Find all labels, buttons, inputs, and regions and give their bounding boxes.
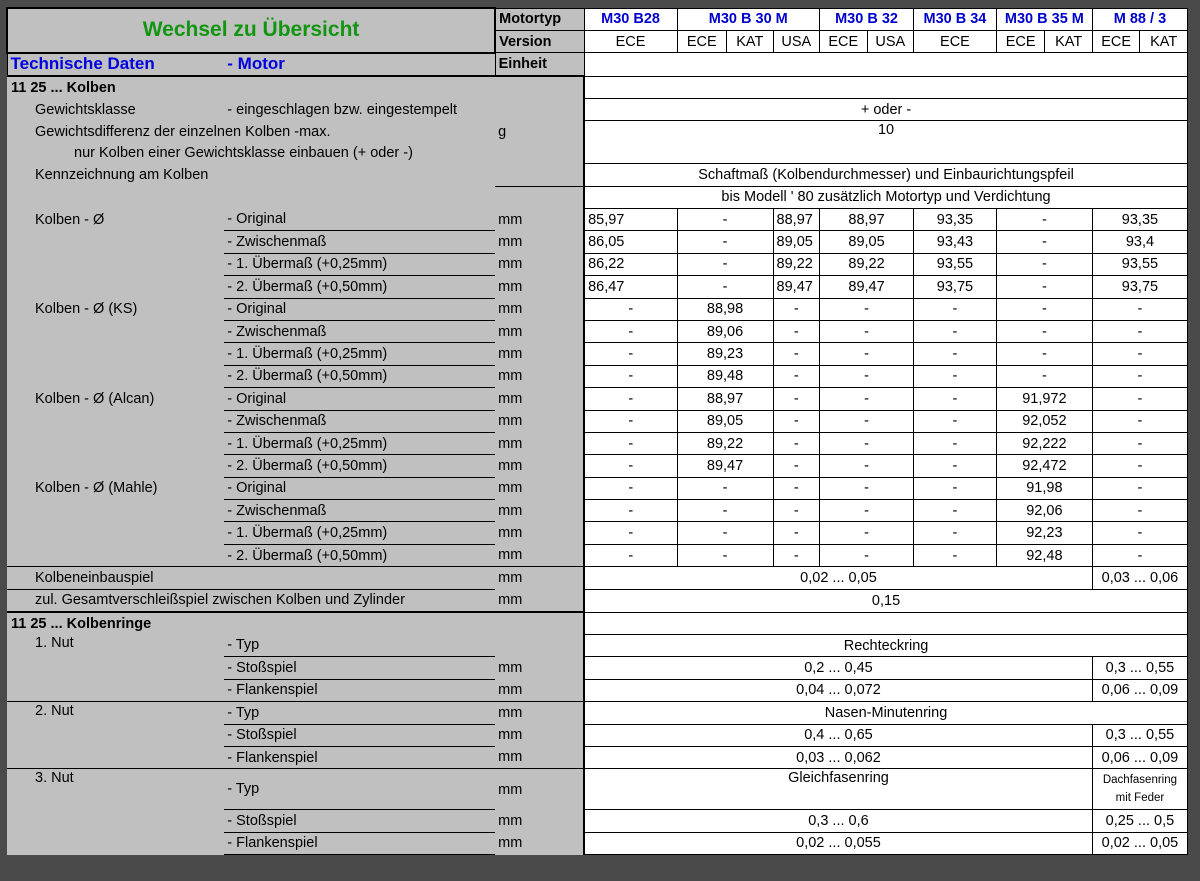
motor-type-header: M30 B 35 M: [996, 8, 1092, 30]
row-sublabel: - Typ: [224, 634, 495, 656]
row-unit: mm: [495, 746, 584, 768]
value-cell: -: [914, 455, 997, 477]
value-cell: -: [820, 477, 914, 499]
value-cell: Rechteckring: [584, 634, 1187, 656]
group-label-empty: [7, 253, 224, 275]
value-cell: 93,75: [1092, 276, 1187, 298]
empty-header-cell: [584, 53, 1187, 76]
value-cell: 89,47: [773, 276, 820, 298]
version-label: Version: [495, 30, 584, 52]
value-cell: 85,97: [584, 209, 677, 231]
row-sublabel: - eingeschlagen bzw. eingestempelt: [224, 99, 495, 121]
row-label: Gewichtsdifferenz der einzelnen Kolben -max.: [7, 121, 495, 142]
value-cell: -: [820, 320, 914, 342]
value-line: Dachfasenring: [1102, 773, 1178, 786]
value-cell: -: [584, 500, 677, 522]
row-sublabel: - 2. Übermaß (+0,50mm): [224, 276, 495, 298]
row-unit: mm: [495, 522, 584, 544]
value-cell: -: [996, 209, 1092, 231]
value-cell: -: [584, 343, 677, 365]
row-sublabel: - Zwischenmaß: [224, 500, 495, 522]
value-cell: -: [1092, 343, 1187, 365]
row-unit: [495, 99, 584, 121]
group-label-empty: [7, 544, 224, 566]
group-label-empty: [7, 276, 224, 298]
row-unit: [495, 186, 584, 208]
spreadsheet: [6, 7, 1188, 877]
value-cell: -: [773, 343, 820, 365]
value-cell: -: [820, 522, 914, 544]
value-cell: 88,98: [677, 298, 773, 320]
row-sublabel: - Flankenspiel: [224, 746, 495, 768]
value-cell: 0,02 ... 0,055: [584, 832, 1092, 854]
version-header: KAT: [1140, 30, 1188, 52]
value-cell: Gleichfasenring: [584, 769, 1092, 810]
value-cell: -: [914, 365, 997, 387]
value-cell: 0,02 ... 0,05: [584, 567, 1092, 589]
value-cell: -: [1092, 320, 1187, 342]
value-cell: 10: [584, 121, 1187, 164]
technical-data-table: [6, 7, 1188, 855]
value-cell: -: [996, 253, 1092, 275]
row-unit: mm: [495, 544, 584, 566]
row-sublabel: - Stoßspiel: [224, 657, 495, 679]
value-cell: -: [820, 388, 914, 410]
value-cell: -: [773, 432, 820, 454]
row-sublabel: - Zwischenmaß: [224, 231, 495, 253]
value-cell: 89,22: [677, 432, 773, 454]
value-cell: -: [773, 298, 820, 320]
nut-label-empty: [7, 746, 224, 768]
row-sublabel: - 2. Übermaß (+0,50mm): [224, 544, 495, 566]
value-cell: -: [773, 455, 820, 477]
row-unit: mm: [495, 276, 584, 298]
empty-cell: [584, 76, 1187, 98]
value-cell: 0,4 ... 0,65: [584, 724, 1092, 746]
value-cell: 89,05: [773, 231, 820, 253]
group-label-empty: [7, 455, 224, 477]
value-cell: 93,75: [914, 276, 997, 298]
row-sublabel: - Stoßspiel: [224, 810, 495, 832]
nut-label-empty: [7, 724, 224, 746]
value-cell: -: [1092, 388, 1187, 410]
nut-label-empty: [7, 832, 224, 854]
row-label: [7, 186, 224, 208]
row-unit: mm: [495, 702, 584, 724]
value-cell: 89,22: [820, 253, 914, 275]
value-cell: -: [584, 365, 677, 387]
nut-label: 3. Nut: [7, 769, 224, 810]
value-cell: -: [773, 544, 820, 566]
motor-heading: - Motor: [224, 53, 495, 76]
version-header: ECE: [996, 30, 1045, 52]
value-cell: -: [773, 320, 820, 342]
value-cell: -: [1092, 500, 1187, 522]
value-cell: -: [584, 477, 677, 499]
value-cell: 0,03 ... 0,062: [584, 746, 1092, 768]
value-cell: -: [677, 276, 773, 298]
nut-label: 1. Nut: [7, 634, 224, 656]
value-cell: -: [914, 388, 997, 410]
value-cell: -: [914, 410, 997, 432]
value-cell: 0,2 ... 0,45: [584, 657, 1092, 679]
overview-link[interactable]: Wechsel zu Übersicht: [7, 8, 495, 53]
value-cell: 92,06: [996, 500, 1092, 522]
value-cell: -: [820, 343, 914, 365]
row-unit: mm: [495, 769, 584, 810]
value-cell: 88,97: [677, 388, 773, 410]
nut-label-empty: [7, 657, 224, 679]
row-unit: [495, 142, 584, 163]
value-cell: 88,97: [820, 209, 914, 231]
value-cell: 89,23: [677, 343, 773, 365]
row-sublabel: - Original: [224, 209, 495, 231]
row-sublabel: - Zwischenmaß: [224, 410, 495, 432]
value-cell: -: [996, 343, 1092, 365]
row-unit: mm: [495, 567, 584, 589]
value-cell: -: [677, 522, 773, 544]
value-cell: 0,06 ... 0,09: [1092, 679, 1187, 701]
value-cell: -: [1092, 410, 1187, 432]
value-cell: 0,15: [584, 589, 1187, 612]
version-header: ECE: [820, 30, 868, 52]
value-cell: 0,25 ... 0,5: [1092, 810, 1187, 832]
row-unit: mm: [495, 589, 584, 612]
value-cell: 0,3 ... 0,55: [1092, 724, 1187, 746]
value-cell: -: [584, 544, 677, 566]
value-cell: -: [914, 544, 997, 566]
row-unit: mm: [495, 679, 584, 701]
row-sublabel: - 1. Übermaß (+0,25mm): [224, 253, 495, 275]
row-unit: g: [495, 121, 584, 142]
row-unit: [495, 164, 584, 186]
value-cell: -: [773, 500, 820, 522]
row-sublabel: - 1. Übermaß (+0,25mm): [224, 343, 495, 365]
value-cell: 93,4: [1092, 231, 1187, 253]
row-unit: mm: [495, 388, 584, 410]
row-sublabel: [224, 164, 495, 186]
value-cell: -: [996, 231, 1092, 253]
value-cell: -: [996, 365, 1092, 387]
value-cell: 0,02 ... 0,05: [1092, 832, 1187, 854]
version-header: KAT: [1045, 30, 1093, 52]
row-sublabel: - Zwischenmaß: [224, 320, 495, 342]
value-cell: Nasen-Minutenring: [584, 702, 1187, 724]
value-cell: 92,472: [996, 455, 1092, 477]
value-cell: -: [584, 298, 677, 320]
row-unit: mm: [495, 455, 584, 477]
group-label-empty: [7, 410, 224, 432]
empty-cell: [584, 612, 1187, 634]
version-header: ECE: [1092, 30, 1140, 52]
value-cell: -: [820, 432, 914, 454]
value-cell: 89,06: [677, 320, 773, 342]
value-cell: 88,97: [773, 209, 820, 231]
version-header: USA: [867, 30, 913, 52]
value-cell: -: [1092, 477, 1187, 499]
row-label: zul. Gesamtverschleißspiel zwischen Kolben und Zylinder: [7, 589, 495, 612]
value-cell: -: [1092, 365, 1187, 387]
version-header: ECE: [914, 30, 997, 52]
value-cell: -: [584, 455, 677, 477]
group-label-empty: [7, 522, 224, 544]
row-unit: mm: [495, 298, 584, 320]
version-header: USA: [773, 30, 820, 52]
row-unit: mm: [495, 657, 584, 679]
value-cell: 86,05: [584, 231, 677, 253]
group-label: Kolben - Ø: [7, 209, 224, 231]
value-cell: 0,3 ... 0,55: [1092, 657, 1187, 679]
value-cell: 89,47: [820, 276, 914, 298]
value-cell: -: [584, 522, 677, 544]
value-cell: 92,23: [996, 522, 1092, 544]
row-unit: mm: [495, 500, 584, 522]
value-cell: 93,55: [914, 253, 997, 275]
row-sublabel: - Original: [224, 477, 495, 499]
value-cell: -: [820, 298, 914, 320]
value-cell: 89,05: [677, 410, 773, 432]
value-cell: -: [584, 320, 677, 342]
row-unit: mm: [495, 253, 584, 275]
value-cell: -: [996, 320, 1092, 342]
value-cell: Schaftmaß (Kolbendurchmesser) und Einbaurichtungspfeil: [584, 164, 1187, 186]
value-cell: 0,3 ... 0,6: [584, 810, 1092, 832]
group-label-empty: [7, 320, 224, 342]
value-cell: -: [677, 500, 773, 522]
value-cell: -: [1092, 522, 1187, 544]
value-cell: -: [1092, 298, 1187, 320]
row-unit: mm: [495, 320, 584, 342]
group-label: Kolben - Ø (Mahle): [7, 477, 224, 499]
motor-type-header: M30 B 32: [820, 8, 914, 30]
value-cell: -: [820, 410, 914, 432]
row-label: Gewichtsklasse: [7, 99, 224, 121]
value-cell: 89,22: [773, 253, 820, 275]
nut-label-empty: [7, 810, 224, 832]
value-cell-stack: [1092, 769, 1187, 810]
value-cell: -: [677, 253, 773, 275]
row-unit: mm: [495, 231, 584, 253]
group-label: Kolben - Ø (KS): [7, 298, 224, 320]
section-heading-kolben: 11 25 ... Kolben: [7, 76, 584, 98]
row-sublabel: - Stoßspiel: [224, 724, 495, 746]
row-sublabel: - Typ: [224, 702, 495, 724]
value-cell: -: [677, 209, 773, 231]
row-sublabel: - 2. Übermaß (+0,50mm): [224, 455, 495, 477]
value-cell: -: [820, 544, 914, 566]
row-sublabel: - Original: [224, 388, 495, 410]
value-cell: -: [820, 455, 914, 477]
value-cell: -: [820, 365, 914, 387]
value-cell: 92,222: [996, 432, 1092, 454]
row-sublabel: - Original: [224, 298, 495, 320]
value-cell: -: [1092, 432, 1187, 454]
row-sublabel: - 1. Übermaß (+0,25mm): [224, 522, 495, 544]
group-label-empty: [7, 343, 224, 365]
unit-label: Einheit: [495, 53, 584, 76]
motor-type-header: M30 B 34: [914, 8, 997, 30]
group-label-empty: [7, 365, 224, 387]
value-cell: -: [914, 298, 997, 320]
row-unit: mm: [495, 209, 584, 231]
value-cell: -: [1092, 544, 1187, 566]
motortyp-label: Motortyp: [495, 8, 584, 30]
value-cell: -: [677, 477, 773, 499]
row-unit: mm: [495, 477, 584, 499]
value-cell: 89,05: [820, 231, 914, 253]
value-cell: 92,052: [996, 410, 1092, 432]
value-cell: 93,55: [1092, 253, 1187, 275]
row-unit: mm: [495, 810, 584, 832]
value-line: mit Feder: [1115, 791, 1165, 804]
value-cell: 92,48: [996, 544, 1092, 566]
value-cell: 91,972: [996, 388, 1092, 410]
value-cell: 89,47: [677, 455, 773, 477]
row-label: Kolbeneinbauspiel: [7, 567, 495, 589]
value-cell: -: [677, 544, 773, 566]
value-cell: 91,98: [996, 477, 1092, 499]
row-sublabel: - Flankenspiel: [224, 832, 495, 854]
section-heading-ringe: 11 25 ... Kolbenringe: [7, 612, 584, 634]
value-cell: 93,35: [1092, 209, 1187, 231]
value-cell: 86,47: [584, 276, 677, 298]
value-cell: bis Modell ' 80 zusätzlich Motortyp und Verdichtung: [584, 186, 1187, 208]
value-cell: 93,35: [914, 209, 997, 231]
value-cell: -: [773, 365, 820, 387]
row-unit: mm: [495, 832, 584, 854]
value-cell: 86,22: [584, 253, 677, 275]
value-cell: -: [584, 388, 677, 410]
motor-type-header: M30 B28: [584, 8, 677, 30]
group-label: Kolben - Ø (Alcan): [7, 388, 224, 410]
row-label: Kennzeichnung am Kolben: [7, 164, 224, 186]
row-unit: mm: [495, 432, 584, 454]
row-unit: [495, 634, 584, 656]
value-cell: -: [773, 477, 820, 499]
row-sublabel: - 1. Übermaß (+0,25mm): [224, 432, 495, 454]
group-label-empty: [7, 432, 224, 454]
value-cell: -: [914, 343, 997, 365]
value-cell: + oder -: [584, 99, 1187, 121]
group-label-empty: [7, 500, 224, 522]
motor-type-header: M30 B 30 M: [677, 8, 820, 30]
row-unit: mm: [495, 410, 584, 432]
motor-type-header: M 88 / 3: [1092, 8, 1187, 30]
row-sublabel: [224, 186, 495, 208]
value-cell: -: [914, 522, 997, 544]
row-unit: mm: [495, 365, 584, 387]
value-cell: -: [914, 500, 997, 522]
row-unit: mm: [495, 724, 584, 746]
value-cell: -: [677, 231, 773, 253]
value-cell: -: [914, 432, 997, 454]
row-note: nur Kolben einer Gewichtsklasse einbauen (+ oder -): [7, 142, 495, 163]
value-cell: -: [996, 298, 1092, 320]
row-unit: mm: [495, 343, 584, 365]
value-cell: -: [1092, 455, 1187, 477]
technical-data-heading: Technische Daten: [7, 53, 224, 76]
version-header: ECE: [677, 30, 727, 52]
value-cell: -: [820, 500, 914, 522]
value-cell: 89,48: [677, 365, 773, 387]
value-cell: -: [773, 388, 820, 410]
row-sublabel: - 2. Übermaß (+0,50mm): [224, 365, 495, 387]
value-cell: -: [773, 522, 820, 544]
value-cell: -: [584, 432, 677, 454]
value-cell: 0,04 ... 0,072: [584, 679, 1092, 701]
nut-label-empty: [7, 679, 224, 701]
value-cell: -: [914, 477, 997, 499]
group-label-empty: [7, 231, 224, 253]
version-header: ECE: [584, 30, 677, 52]
value-cell: -: [584, 410, 677, 432]
value-cell: -: [996, 276, 1092, 298]
value-cell: 93,43: [914, 231, 997, 253]
value-cell: 0,06 ... 0,09: [1092, 746, 1187, 768]
value-cell: -: [914, 320, 997, 342]
nut-label: 2. Nut: [7, 702, 224, 724]
value-cell: 0,03 ... 0,06: [1092, 567, 1187, 589]
row-sublabel: - Typ: [224, 769, 495, 810]
value-cell: -: [773, 410, 820, 432]
version-header: KAT: [727, 30, 773, 52]
row-sublabel: - Flankenspiel: [224, 679, 495, 701]
